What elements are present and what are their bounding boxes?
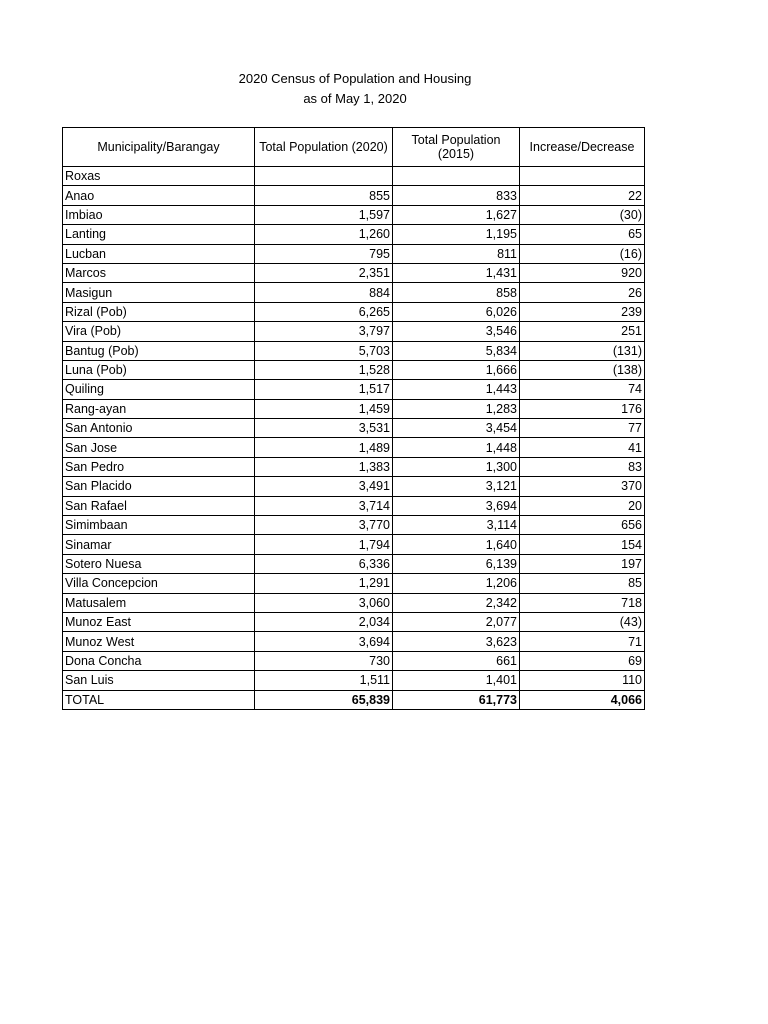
pop-2015-cell: 1,283: [393, 399, 520, 418]
change-cell: 22: [520, 186, 645, 205]
table-row: [63, 419, 645, 438]
table-row: [63, 360, 645, 379]
total-row: [63, 690, 645, 709]
header-pop-2015: [393, 128, 520, 167]
municipality-name: Roxas: [63, 167, 255, 186]
total-change-cell: 4,066: [520, 690, 645, 709]
pop-2015-cell: 5,834: [393, 341, 520, 360]
barangay-name: Rang-ayan: [63, 399, 255, 418]
header-municipality: Municipality/Barangay: [63, 128, 255, 167]
pop-2015-cell: 1,443: [393, 380, 520, 399]
pop-2015-cell: 1,431: [393, 263, 520, 282]
pop-2020-cell: 1,794: [255, 535, 393, 554]
empty-cell: [255, 167, 393, 186]
municipality-row: [63, 167, 645, 186]
barangay-name: Anao: [63, 186, 255, 205]
table-row: [63, 651, 645, 670]
barangay-name: Matusalem: [63, 593, 255, 612]
pop-2015-cell: 1,448: [393, 438, 520, 457]
barangay-name: San Pedro: [63, 457, 255, 476]
pop-2015-cell: 811: [393, 244, 520, 263]
table-row: [63, 593, 645, 612]
table-row: [63, 244, 645, 263]
barangay-name: Masigun: [63, 283, 255, 302]
pop-2015-cell: 2,077: [393, 612, 520, 631]
pop-2015-cell: 2,342: [393, 593, 520, 612]
title-line-1: 2020 Census of Population and Housing: [238, 71, 472, 86]
change-cell: (43): [520, 612, 645, 631]
table-row: [63, 632, 645, 651]
pop-2015-cell: 833: [393, 186, 520, 205]
change-cell: 77: [520, 419, 645, 438]
pop-2015-cell: 6,026: [393, 302, 520, 321]
table-row: [63, 516, 645, 535]
pop-2015-cell: 3,114: [393, 516, 520, 535]
pop-2020-cell: 855: [255, 186, 393, 205]
barangay-name: Munoz West: [63, 632, 255, 651]
table-row: [63, 399, 645, 418]
table-row: [63, 380, 645, 399]
barangay-name: Sotero Nuesa: [63, 554, 255, 573]
pop-2020-cell: 1,489: [255, 438, 393, 457]
header-change: Increase/Decrease: [520, 128, 645, 167]
pop-2020-cell: 730: [255, 651, 393, 670]
pop-2020-cell: 2,351: [255, 263, 393, 282]
pop-2015-cell: 661: [393, 651, 520, 670]
pop-2020-cell: 1,597: [255, 205, 393, 224]
change-cell: 20: [520, 496, 645, 515]
pop-2020-cell: 2,034: [255, 612, 393, 631]
table-row: [63, 554, 645, 573]
empty-cell: [393, 167, 520, 186]
change-cell: (30): [520, 205, 645, 224]
change-cell: 65: [520, 225, 645, 244]
total-pop-2015-cell: 61,773: [393, 690, 520, 709]
barangay-name: Bantug (Pob): [63, 341, 255, 360]
barangay-name: Luna (Pob): [63, 360, 255, 379]
pop-2015-cell: 3,623: [393, 632, 520, 651]
pop-2020-cell: 1,383: [255, 457, 393, 476]
empty-cell: [520, 167, 645, 186]
pop-2015-cell: 858: [393, 283, 520, 302]
barangay-name: Dona Concha: [63, 651, 255, 670]
barangay-name: Simimbaan: [63, 516, 255, 535]
pop-2020-cell: 3,491: [255, 477, 393, 496]
pop-2020-cell: 3,770: [255, 516, 393, 535]
total-barangay-name: TOTAL: [63, 690, 255, 709]
table-row: [63, 496, 645, 515]
change-cell: 197: [520, 554, 645, 573]
change-cell: 74: [520, 380, 645, 399]
pop-2015-cell: 6,139: [393, 554, 520, 573]
table-row: [63, 186, 645, 205]
pop-2015-cell: 1,666: [393, 360, 520, 379]
pop-2015-cell: 3,546: [393, 322, 520, 341]
table-row: [63, 225, 645, 244]
change-cell: 85: [520, 574, 645, 593]
table-row: [63, 457, 645, 476]
total-pop-2020-cell: 65,839: [255, 690, 393, 709]
pop-2020-cell: 1,459: [255, 399, 393, 418]
title-line-2: as of May 1, 2020: [303, 91, 407, 106]
change-cell: 154: [520, 535, 645, 554]
table-row: [63, 263, 645, 282]
pop-2020-cell: 3,531: [255, 419, 393, 438]
pop-2015-cell: 1,195: [393, 225, 520, 244]
change-cell: 41: [520, 438, 645, 457]
pop-2015-cell: 1,627: [393, 205, 520, 224]
change-cell: (138): [520, 360, 645, 379]
population-table: [62, 127, 645, 710]
pop-2015-cell: 1,401: [393, 671, 520, 690]
table-row: [63, 671, 645, 690]
pop-2015-cell: 3,121: [393, 477, 520, 496]
barangay-name: Sinamar: [63, 535, 255, 554]
barangay-name: Marcos: [63, 263, 255, 282]
change-cell: 251: [520, 322, 645, 341]
change-cell: 69: [520, 651, 645, 670]
barangay-name: Rizal (Pob): [63, 302, 255, 321]
pop-2020-cell: 1,511: [255, 671, 393, 690]
barangay-name: Imbiao: [63, 205, 255, 224]
change-cell: 656: [520, 516, 645, 535]
barangay-name: San Jose: [63, 438, 255, 457]
pop-2020-cell: 3,797: [255, 322, 393, 341]
change-cell: 176: [520, 399, 645, 418]
barangay-name: San Placido: [63, 477, 255, 496]
pop-2020-cell: 1,528: [255, 360, 393, 379]
table-row: [63, 205, 645, 224]
table-row: [63, 438, 645, 457]
pop-2020-cell: 795: [255, 244, 393, 263]
pop-2020-cell: 3,694: [255, 632, 393, 651]
table-row: [63, 574, 645, 593]
barangay-name: Villa Concepcion: [63, 574, 255, 593]
pop-2020-cell: 3,714: [255, 496, 393, 515]
table-row: [63, 302, 645, 321]
change-cell: 71: [520, 632, 645, 651]
change-cell: (131): [520, 341, 645, 360]
barangay-name: San Antonio: [63, 419, 255, 438]
pop-2020-cell: 1,291: [255, 574, 393, 593]
barangay-name: Lanting: [63, 225, 255, 244]
barangay-name: Munoz East: [63, 612, 255, 631]
barangay-name: Vira (Pob): [63, 322, 255, 341]
pop-2020-cell: 3,060: [255, 593, 393, 612]
barangay-name: San Rafael: [63, 496, 255, 515]
pop-2020-cell: 6,265: [255, 302, 393, 321]
change-cell: 83: [520, 457, 645, 476]
table-row: [63, 535, 645, 554]
pop-2015-cell: 3,454: [393, 419, 520, 438]
change-cell: (16): [520, 244, 645, 263]
table-row: [63, 612, 645, 631]
pop-2020-cell: 1,260: [255, 225, 393, 244]
barangay-name: San Luis: [63, 671, 255, 690]
pop-2020-cell: 6,336: [255, 554, 393, 573]
pop-2015-cell: 1,300: [393, 457, 520, 476]
pop-2015-cell: 1,640: [393, 535, 520, 554]
document-title: [0, 69, 710, 109]
change-cell: 110: [520, 671, 645, 690]
pop-2020-cell: 5,703: [255, 341, 393, 360]
barangay-name: Lucban: [63, 244, 255, 263]
table-row: [63, 322, 645, 341]
table-header-row: [63, 128, 645, 167]
header-pop-2015-line-2: (2015): [437, 147, 475, 161]
pop-2015-cell: 1,206: [393, 574, 520, 593]
table-row: [63, 283, 645, 302]
pop-2015-cell: 3,694: [393, 496, 520, 515]
header-pop-2020: Total Population (2020): [255, 128, 393, 167]
change-cell: 239: [520, 302, 645, 321]
pop-2020-cell: 884: [255, 283, 393, 302]
change-cell: 26: [520, 283, 645, 302]
change-cell: 370: [520, 477, 645, 496]
header-pop-2015-line-1: Total Population: [411, 133, 501, 147]
table-row: [63, 341, 645, 360]
barangay-name: Quiling: [63, 380, 255, 399]
change-cell: 920: [520, 263, 645, 282]
pop-2020-cell: 1,517: [255, 380, 393, 399]
change-cell: 718: [520, 593, 645, 612]
table-row: [63, 477, 645, 496]
